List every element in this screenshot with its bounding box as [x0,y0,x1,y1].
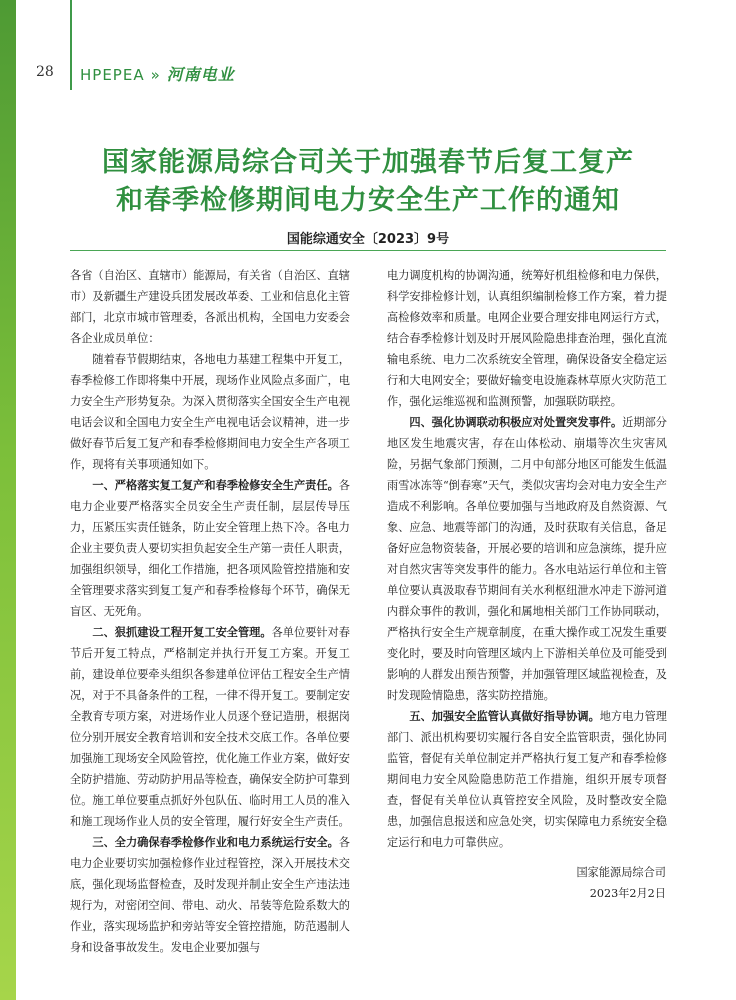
paragraph [387,265,667,412]
section-heading: 四、强化协调联动积极应对处置突发事件。 [409,416,623,429]
paragraph-text: 地方电力管理部门、派出机构要切实履行各自安全监管职责，强化协同监管，督促有关单位制定并严格执行复工复产和春季检修期间电力安全风险隐患防范工作措施，组织开展专项督查，督促有关单位认真管控安全风险，及时整改安全隐患，加强信息报送和应急处突，切实保障电力系统安全稳定运行和电力可靠供应。 [387,710,667,849]
paragraph-text: 各电力企业要切实加强检修作业过程管控，深入开展技术交底，强化现场监督检查，及时发现并制止安全生产违法违规行为，对密闭空间、带电、动火、吊装等危险系数大的作业，落实现场监护和旁站等安全管控措施，防范遏制人身和设备事故发生。发电企业要加强与 [70,836,350,954]
article-title-line-2: 和春季检修期间电力安全生产工作的通知 [116,185,620,216]
logo-latin: HPEPEA [80,66,145,84]
paragraph [70,349,350,475]
paragraph-text: 随着春节假期结束，各地电力基建工程集中开复工，春季检修工作即将集中开展，现场作业风险点多面广，电力安全生产形势复杂。为深入贯彻落实全国安全生产电视电话会议和全国电力安全生产电视电话会议精神，进一步做好春节后复工复产和春季检修期间电力安全生产各项工作，现将有关事项通知如下。 [70,353,350,471]
signature-date: 2023年2月2日 [589,887,666,900]
paragraph-text: 各单位要针对春节后开复工特点，严格制定并执行开复工方案。开复工前，建设单位要牵头组织各参建单位评估工程安全生产情况，对于不具备条件的工程，一律不得开复工。要制定安全教育专项方案，对进场作业人员逐个登记造册，根据岗位分别开展安全教育培训和安全技术交底工作。各单位要加强施工现场安全风险管控，优化施工作业方案，做好安全防护措施、劳动防护用品等检查，确保安全防护可靠到位。施工单位要重点抓好外包队伍、临时用工人员的准入和施工现场作业人员的安全管理，履行好安全生产责任。 [70,626,350,828]
section-heading: 五、加强安全监管认真做好指导协调。 [409,710,600,723]
article-title-line-1: 国家能源局综合司关于加强春节后复工复产 [102,147,634,178]
paragraph [70,475,350,622]
section-heading: 二、狠抓建设工程开复工安全管理。 [92,626,272,639]
paragraph [70,265,350,349]
paragraph-text: 各电力企业要严格落实全员安全生产责任制，层层传导压力，压紧压实责任链条，防止安全管理上热下冷。各电力企业主要负责人要切实担负起安全生产第一责任人职责，加强组织领导，细化工作措施，把各项风险管控措施和安全管理要求落实到复工复产和春季检修每个环节，确保无盲区、无死角。 [70,479,350,618]
magazine-logo [80,62,235,85]
signature-block [387,862,666,904]
section-heading: 三、全力确保春季检修作业和电力系统运行安全。 [92,836,339,849]
paragraph [70,622,350,832]
paragraph [387,412,667,706]
page-number: 28 [36,64,54,80]
header-vertical-rule [70,0,72,90]
left-column [70,265,350,958]
paragraph-text: 近期部分地区发生地震灾害，存在山体松动、崩塌等次生灾害风险，另据气象部门预测，二月中旬部分地区可能发生低温雨雪冰冻等“倒春寒”天气，类似灾害均会对电力安全生产造成不利影响。各单位要加强与当地政府及自然资源、气象、应急、地震等部门的沟通，及时获取有关信息，备足备好应急物资装备，开展必要的培训和应急演练，提升应对自然灾害等突发事件的能力。各水电站运行单位和主管单位要认真汲取春节期间有关水利枢纽泄水冲走下游河道内群众事件的教训，强化和属地相关部门工作协同联动，严格执行安全生产规章制度，在重大操作或工况发生重要变化时，要及时向管理区域内上下游相关单位及可能受到影响的人群发出预告预警，并加强管理区域监视检查，及时发现险情隐患，落实防控措施。 [387,416,667,702]
title-divider [70,250,666,251]
logo-chinese: 河南电业 [166,65,235,84]
document-number: 国能综通安全〔2023〕9号 [286,232,450,247]
signature-org: 国家能源局综合司 [576,866,666,879]
paragraph-text: 电力调度机构的协调沟通，统筹好机组检修和电力保供，科学安排检修计划，认真组织编制检修工作方案，着力提高检修效率和质量。电网企业要合理安排电网运行方式，结合春季检修计划及时开展风险隐患排查治理，强化直流输电系统、电力二次系统安全管理，确保设备安全稳定运行和大电网安全；要做好输变电设施森林草原火灾防范工作，强化运维巡视和监测预警，加强联防联控。 [387,269,667,408]
paragraph [70,832,350,958]
section-heading: 一、严格落实复工复产和春季检修安全生产责任。 [92,479,339,492]
paragraph-text: 各省（自治区、直辖市）能源局，有关省（自治区、直辖市）及新疆生产建设兵团发展改革委、工业和信息化主管部门，北京市城市管理委，各派出机构，全国电力安委会各企业成员单位： [70,269,350,345]
logo-separator: » [150,66,161,84]
paragraph [387,706,667,853]
right-column [387,265,667,853]
